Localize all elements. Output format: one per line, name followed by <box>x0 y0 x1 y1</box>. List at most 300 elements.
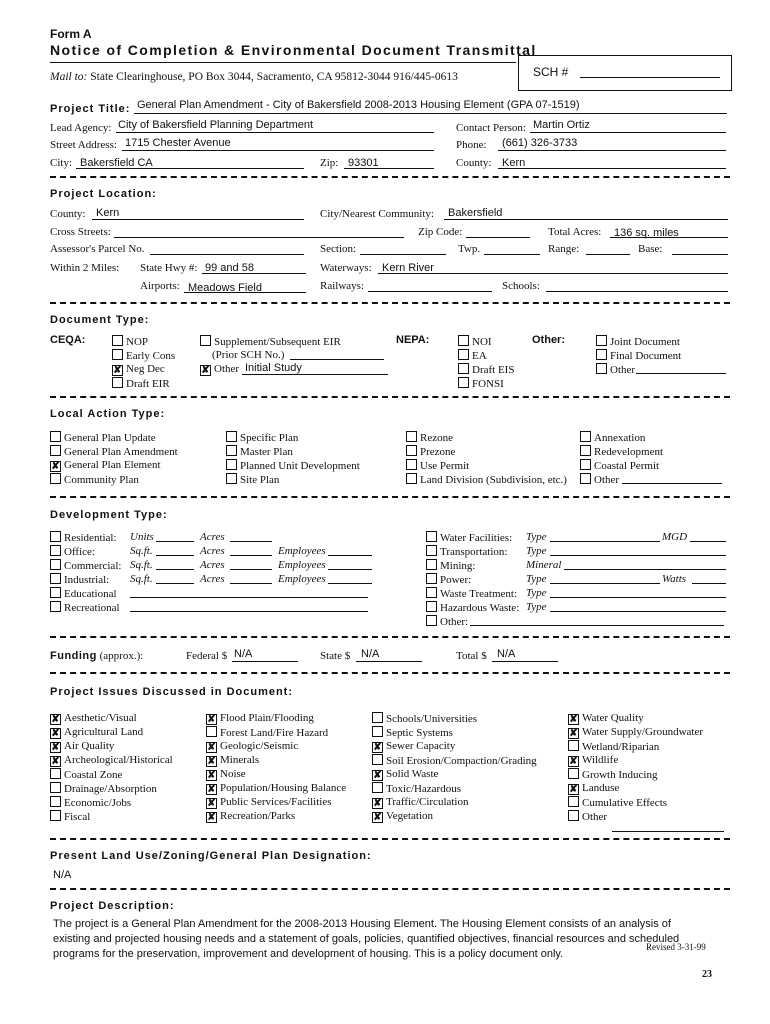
checkbox[interactable] <box>226 431 237 442</box>
checkbox[interactable] <box>50 473 61 484</box>
checkbox-label: Sewer Capacity <box>386 740 456 752</box>
loc-county-field[interactable] <box>92 206 304 220</box>
checkbox[interactable]: ✘ <box>201 365 210 376</box>
checkbox[interactable] <box>426 587 437 598</box>
checkbox[interactable] <box>226 473 237 484</box>
issue-economic-jobs[interactable] <box>50 796 131 809</box>
issue-drainage-absorption[interactable] <box>50 782 157 795</box>
page-number: 23 <box>702 969 712 980</box>
page-title: Notice of Completion & Environmental Document Transmittal <box>50 42 537 58</box>
other-joint-document[interactable] <box>596 335 680 348</box>
contact-value: Martin Ortiz <box>533 119 590 131</box>
checkbox[interactable] <box>50 782 61 793</box>
section-field[interactable] <box>360 241 446 255</box>
la-community-plan[interactable] <box>50 473 139 486</box>
employees-label: Employees <box>278 545 326 557</box>
checkbox-label: Educational <box>64 588 117 600</box>
checkbox-label: Specific Plan <box>240 432 299 444</box>
checkbox[interactable] <box>426 531 437 542</box>
checkbox-label: Agricultural Land <box>64 726 144 738</box>
description-heading: Project Description: <box>50 900 175 912</box>
city-value: Bakersfield CA <box>80 157 153 169</box>
mineral-label: Mineral <box>526 559 562 571</box>
issue-vegetation[interactable] <box>372 810 433 823</box>
dev-recreational[interactable] <box>50 601 120 614</box>
schools-field[interactable] <box>546 278 728 292</box>
acres-field[interactable] <box>230 570 272 584</box>
checkbox[interactable]: ✘ <box>207 742 216 753</box>
city-label: City: <box>50 157 73 169</box>
checkbox[interactable] <box>596 363 607 374</box>
checkbox-label: Water Quality <box>582 712 644 724</box>
railways-label: Railways: <box>320 280 364 292</box>
la-land-division[interactable] <box>406 473 567 486</box>
units-field[interactable] <box>156 528 194 542</box>
waterways-value: Kern River <box>382 262 434 274</box>
parcel-field[interactable] <box>150 241 304 255</box>
acres-label: Acres <box>200 573 225 585</box>
la-planned-unit-development[interactable] <box>226 459 360 472</box>
issue-solid-waste[interactable] <box>372 768 438 781</box>
mineral-field[interactable] <box>564 556 726 570</box>
dev-office[interactable] <box>50 545 95 558</box>
checkbox[interactable] <box>580 445 591 456</box>
checkbox[interactable]: ✘ <box>51 714 60 725</box>
employees-field[interactable] <box>328 556 372 570</box>
checkbox-label: Other <box>214 363 240 375</box>
checkbox-label: General Plan Update <box>64 432 156 444</box>
nepa-noi[interactable] <box>458 335 492 348</box>
issue-septic-systems[interactable] <box>372 726 453 739</box>
checkbox[interactable]: ✘ <box>373 742 382 753</box>
ceqa-neg-dec[interactable] <box>112 363 165 376</box>
issue-population-housing-balance[interactable] <box>206 782 346 795</box>
watts-field[interactable] <box>692 570 726 584</box>
checkbox-label: Aesthetic/Visual <box>64 712 137 724</box>
issue-schools-universities[interactable] <box>372 712 477 725</box>
issue-other[interactable] <box>568 810 607 823</box>
sqft-label: Sq.ft. <box>130 573 153 585</box>
checkbox[interactable] <box>50 768 61 779</box>
sqft-label: Sq.ft. <box>130 559 153 571</box>
educational-field[interactable] <box>130 584 368 598</box>
issue-other-field[interactable] <box>612 818 724 832</box>
land-use-heading: Present Land Use/Zoning/General Plan Designation: <box>50 850 372 862</box>
ceqa-other-value: Initial Study <box>245 362 302 374</box>
la-other-field[interactable] <box>622 470 722 484</box>
checkbox[interactable] <box>226 445 237 456</box>
ceqa-early-cons[interactable] <box>112 349 175 362</box>
nepa-label: NEPA: <box>396 334 430 346</box>
total-value: N/A <box>497 648 516 660</box>
issue-water-quality[interactable] <box>568 712 644 725</box>
hazardous-type-field[interactable] <box>550 598 726 612</box>
checkbox[interactable]: ✘ <box>569 728 578 739</box>
sch-label: SCH # <box>533 65 569 79</box>
section-label: Section: <box>320 243 357 255</box>
checkbox-label: Landuse <box>582 782 620 794</box>
checkbox[interactable] <box>372 726 383 737</box>
transportation-type-field[interactable] <box>550 542 726 556</box>
checkbox-label: Toxic/Hazardous <box>386 783 461 795</box>
acres-label: Acres <box>200 559 225 571</box>
employees-label: Employees <box>278 573 326 585</box>
dev-other[interactable] <box>426 615 468 628</box>
checkbox[interactable] <box>406 473 417 484</box>
sqft-field[interactable] <box>156 542 194 556</box>
checkbox-label: Community Plan <box>64 474 139 486</box>
checkbox[interactable] <box>568 796 579 807</box>
checkbox-label: Recreation/Parks <box>220 810 296 822</box>
issue-sewer-capacity[interactable] <box>372 740 455 753</box>
checkbox[interactable]: ✘ <box>51 756 60 767</box>
ceqa-other[interactable] <box>200 363 239 376</box>
checkbox-label: Industrial: <box>64 574 110 586</box>
doctype-heading: Document Type: <box>50 314 150 326</box>
checkbox[interactable] <box>50 796 61 807</box>
sch-number-field[interactable] <box>580 64 720 78</box>
checkbox-label: Solid Waste <box>386 768 439 780</box>
total-acres-value: 136 sq. miles <box>614 227 679 239</box>
checkbox[interactable] <box>596 335 607 346</box>
mail-to <box>50 71 458 83</box>
railways-field[interactable] <box>368 278 492 292</box>
checkbox[interactable] <box>580 473 591 484</box>
employees-label: Employees <box>278 559 326 571</box>
ceqa-nop[interactable] <box>112 335 148 348</box>
checkbox[interactable] <box>112 335 123 346</box>
zip-code-field[interactable] <box>466 224 530 238</box>
checkbox-label: Annexation <box>594 432 646 444</box>
checkbox-label: Power: <box>440 574 472 586</box>
hwy-label: State Hwy #: <box>140 262 198 274</box>
checkbox[interactable]: ✘ <box>51 742 60 753</box>
checkbox[interactable] <box>372 754 383 765</box>
checkbox[interactable] <box>50 573 61 584</box>
checkbox[interactable] <box>580 459 591 470</box>
checkbox-label: NOP <box>126 336 149 348</box>
dev-water-facilities[interactable] <box>426 531 512 544</box>
checkbox-label: Drainage/Absorption <box>64 783 157 795</box>
checkbox-label: Master Plan <box>240 446 293 458</box>
checkbox[interactable] <box>50 559 61 570</box>
la-rezone[interactable] <box>406 431 453 444</box>
checkbox-label: Population/Housing Balance <box>220 782 347 794</box>
checkbox-label: Minerals <box>220 754 260 766</box>
checkbox[interactable]: ✘ <box>207 756 216 767</box>
issue-forest-land-fire-hazard[interactable] <box>206 726 328 739</box>
checkbox[interactable]: ✘ <box>207 812 216 823</box>
parcel-label: Assessor's Parcel No. <box>50 243 145 255</box>
checkbox[interactable] <box>50 545 61 556</box>
issue-water-supply-groundwater[interactable] <box>568 726 703 739</box>
issue-recreation-parks[interactable] <box>206 810 295 823</box>
checkbox-label: NOI <box>472 336 492 348</box>
checkbox[interactable]: ✘ <box>207 784 216 795</box>
development-heading: Development Type: <box>50 509 168 521</box>
issue-growth-inducing[interactable] <box>568 768 657 781</box>
checkbox-label: Growth Inducing <box>582 769 658 781</box>
checkbox-label: Recreational <box>64 602 120 614</box>
project-title-label: Project Title: <box>50 103 131 115</box>
airports-value: Meadows Field <box>188 282 262 294</box>
checkbox[interactable] <box>426 573 437 584</box>
checkbox[interactable] <box>112 377 123 388</box>
revised-date: Revised 3-31-99 <box>646 942 706 952</box>
acres-label: Acres <box>200 531 225 543</box>
checkbox-label: Draft EIS <box>472 364 515 376</box>
checkbox[interactable] <box>458 349 469 360</box>
issue-cumulative-effects[interactable] <box>568 796 667 809</box>
checkbox-label: Septic Systems <box>386 727 453 739</box>
checkbox[interactable]: ✘ <box>51 728 60 739</box>
location-heading: Project Location: <box>50 188 157 200</box>
issue-flood-plain-flooding[interactable] <box>206 712 314 725</box>
checkbox-label: EA <box>472 350 487 362</box>
dev-transportation[interactable] <box>426 545 507 558</box>
funding-label: Funding <box>50 650 97 662</box>
checkbox[interactable] <box>458 377 469 388</box>
checkbox[interactable] <box>426 615 437 626</box>
state-label: State $ <box>320 650 351 662</box>
separator <box>50 672 730 674</box>
checkbox-label: Coastal Permit <box>594 460 660 472</box>
acres-field[interactable] <box>230 556 272 570</box>
type-label: Type <box>526 531 547 543</box>
cross-streets-field[interactable] <box>114 224 404 238</box>
checkbox-label: Archeological/Historical <box>64 754 173 766</box>
employees-field[interactable] <box>328 570 372 584</box>
checkbox[interactable] <box>406 431 417 442</box>
other-other[interactable] <box>596 363 635 376</box>
checkbox[interactable] <box>426 545 437 556</box>
checkbox-label: Forest Land/Fire Hazard <box>220 727 329 739</box>
type-label: Type <box>526 573 547 585</box>
checkbox[interactable] <box>568 768 579 779</box>
type-label: Type <box>526 587 547 599</box>
power-type-field[interactable] <box>550 570 660 584</box>
checkbox[interactable]: ✘ <box>373 812 382 823</box>
checkbox[interactable] <box>50 810 61 821</box>
la-general-plan-element[interactable] <box>50 459 161 472</box>
checkbox[interactable] <box>568 740 579 751</box>
checkbox[interactable]: ✘ <box>207 770 216 781</box>
checkbox[interactable]: ✘ <box>569 714 578 725</box>
acres-field[interactable] <box>230 542 272 556</box>
employees-field[interactable] <box>328 542 372 556</box>
checkbox-label: Site Plan <box>240 474 280 486</box>
issue-traffic-circulation[interactable] <box>372 796 469 809</box>
checkbox-label: Redevelopment <box>594 446 664 458</box>
issue-wetland-riparian[interactable] <box>568 740 659 753</box>
checkbox[interactable]: ✘ <box>207 798 216 809</box>
issues-heading: Project Issues Discussed in Document: <box>50 686 294 698</box>
recreational-field[interactable] <box>130 598 368 612</box>
dev-commercial[interactable] <box>50 559 121 572</box>
funding-approx: (approx.): <box>99 650 144 662</box>
type-label: Type <box>526 601 547 613</box>
dev-power[interactable] <box>426 573 471 586</box>
issue-landuse[interactable] <box>568 782 619 795</box>
la-other[interactable] <box>580 473 619 486</box>
checkbox[interactable]: ✘ <box>569 756 578 767</box>
street-value: 1715 Chester Avenue <box>125 137 231 149</box>
checkbox-label: Other <box>594 474 620 486</box>
sqft-field[interactable] <box>156 570 194 584</box>
checkbox[interactable] <box>50 587 61 598</box>
issue-soil-erosion-compaction-grading[interactable] <box>372 754 537 767</box>
land-use-value: N/A <box>53 869 72 881</box>
separator <box>50 176 730 178</box>
checkbox-label: Supplement/Subsequent EIR <box>214 336 341 348</box>
checkbox-label: Waste Treatment: <box>440 588 518 600</box>
nepa-ea[interactable] <box>458 349 487 362</box>
checkbox-label: Hazardous Waste: <box>440 602 520 614</box>
watts-label: Watts <box>662 573 687 585</box>
checkbox-label: Noise <box>220 768 246 780</box>
la-specific-plan[interactable] <box>226 431 298 444</box>
dev-other-field[interactable] <box>470 612 724 626</box>
separator <box>50 496 730 498</box>
checkbox-label: Water Supply/Groundwater <box>582 726 703 738</box>
checkbox[interactable] <box>426 601 437 612</box>
la-prezone[interactable] <box>406 445 455 458</box>
loc-city-label: City/Nearest Community: <box>320 208 434 220</box>
loc-city-value: Bakersfield <box>448 207 503 219</box>
checkbox-label: Vegetation <box>386 810 434 822</box>
issue-archeological-historical[interactable] <box>50 754 173 767</box>
separator <box>50 302 730 304</box>
issue-public-services-facilities[interactable] <box>206 796 332 809</box>
checkbox[interactable] <box>372 782 383 793</box>
issue-noise[interactable] <box>206 768 246 781</box>
description-line: existing and projected housing needs and a statement of goals, policies, quantified objectives, financial resources and scheduled <box>53 933 680 945</box>
base-field[interactable] <box>672 241 728 255</box>
issue-wildlife[interactable] <box>568 754 618 767</box>
dev-educational[interactable] <box>50 587 117 600</box>
base-label: Base: <box>638 243 663 255</box>
checkbox[interactable] <box>226 459 237 470</box>
waste-type-field[interactable] <box>550 584 726 598</box>
checkbox[interactable]: ✘ <box>569 784 578 795</box>
checkbox[interactable] <box>458 335 469 346</box>
checkbox[interactable] <box>406 459 417 470</box>
checkbox[interactable] <box>50 601 61 612</box>
la-redevelopment[interactable] <box>580 445 663 458</box>
units-label: Units <box>130 531 154 543</box>
checkbox[interactable] <box>458 363 469 374</box>
issue-minerals[interactable] <box>206 754 259 767</box>
loc-county-label: County: <box>50 208 86 220</box>
within-label: Within 2 Miles: <box>50 262 120 274</box>
checkbox-label: Planned Unit Development <box>240 460 360 472</box>
checkbox-label: FONSI <box>472 378 504 390</box>
water-type-field[interactable] <box>550 528 660 542</box>
checkbox[interactable] <box>200 335 211 346</box>
acres-field[interactable] <box>230 528 272 542</box>
checkbox[interactable] <box>206 726 217 737</box>
checkbox[interactable] <box>50 445 61 456</box>
checkbox[interactable]: ✘ <box>207 714 216 725</box>
checkbox[interactable] <box>50 431 61 442</box>
la-general-plan-update[interactable] <box>50 431 156 444</box>
local-action-heading: Local Action Type: <box>50 408 166 420</box>
county-field[interactable] <box>498 155 726 169</box>
checkbox[interactable]: ✘ <box>51 461 60 472</box>
checkbox-label: Office: <box>64 546 95 558</box>
checkbox[interactable] <box>406 445 417 456</box>
issue-fiscal[interactable] <box>50 810 90 823</box>
la-master-plan[interactable] <box>226 445 293 458</box>
range-field[interactable] <box>586 241 630 255</box>
checkbox[interactable] <box>112 349 123 360</box>
la-use-permit[interactable] <box>406 459 469 472</box>
dev-residential[interactable] <box>50 531 117 544</box>
mgd-field[interactable] <box>690 528 726 542</box>
lead-agency-label: Lead Agency: <box>50 122 112 134</box>
dev-industrial[interactable] <box>50 573 109 586</box>
county-value: Kern <box>502 157 526 169</box>
mail-to-address: State Clearinghouse, PO Box 3044, Sacramento, CA 95812-3044 916/445-0613 <box>90 71 458 83</box>
other-other-field[interactable] <box>636 360 726 374</box>
nepa-draft-eis[interactable] <box>458 363 514 376</box>
checkbox-label: Early Cons <box>126 350 176 362</box>
issue-coastal-zone[interactable] <box>50 768 122 781</box>
checkbox[interactable] <box>568 810 579 821</box>
checkbox-label: Geologic/Seismic <box>220 740 299 752</box>
form-label: Form A <box>50 27 92 41</box>
la-annexation[interactable] <box>580 431 645 444</box>
checkbox[interactable] <box>596 349 607 360</box>
dev-mining[interactable] <box>426 559 475 572</box>
sqft-label: Sq.ft. <box>130 545 153 557</box>
checkbox[interactable]: ✘ <box>373 798 382 809</box>
issue-air-quality[interactable] <box>50 740 114 753</box>
range-label: Range: <box>548 243 580 255</box>
county-label: County: <box>456 157 492 169</box>
twp-field[interactable] <box>484 241 540 255</box>
dev-waste-treatment[interactable] <box>426 587 517 600</box>
twp-label: Twp. <box>458 243 481 255</box>
checkbox-label: Cumulative Effects <box>582 797 668 809</box>
nepa-fonsi[interactable] <box>458 377 504 390</box>
la-site-plan[interactable] <box>226 473 279 486</box>
checkbox[interactable] <box>426 559 437 570</box>
checkbox-label: Transportation: <box>440 546 508 558</box>
checkbox[interactable] <box>580 431 591 442</box>
checkbox-label: Commercial: <box>64 560 122 572</box>
checkbox[interactable] <box>372 712 383 723</box>
checkbox-label: Public Services/Facilities <box>220 796 332 808</box>
checkbox[interactable]: ✘ <box>373 770 382 781</box>
checkbox[interactable]: ✘ <box>113 365 122 376</box>
state-value: N/A <box>361 648 380 660</box>
sqft-field[interactable] <box>156 556 194 570</box>
prior-sch-label: (Prior SCH No.) <box>212 349 285 361</box>
zip-code-label: Zip Code: <box>418 226 463 238</box>
acres-label: Acres <box>200 545 225 557</box>
checkbox[interactable] <box>50 531 61 542</box>
issue-agricultural-land[interactable] <box>50 726 143 739</box>
issue-aesthetic-visual[interactable] <box>50 712 137 725</box>
issue-geologic-seismic[interactable] <box>206 740 298 753</box>
checkbox-label: Flood Plain/Flooding <box>220 712 314 724</box>
issue-toxic-hazardous[interactable] <box>372 782 461 795</box>
prior-sch-field[interactable] <box>290 346 384 360</box>
ceqa-draft-eir[interactable] <box>112 377 170 390</box>
la-general-plan-amendment[interactable] <box>50 445 178 458</box>
description-line: The project is a General Plan Amendment for the 2008-2013 Housing Element. The Housing Element consists of an analysis of <box>53 918 671 930</box>
